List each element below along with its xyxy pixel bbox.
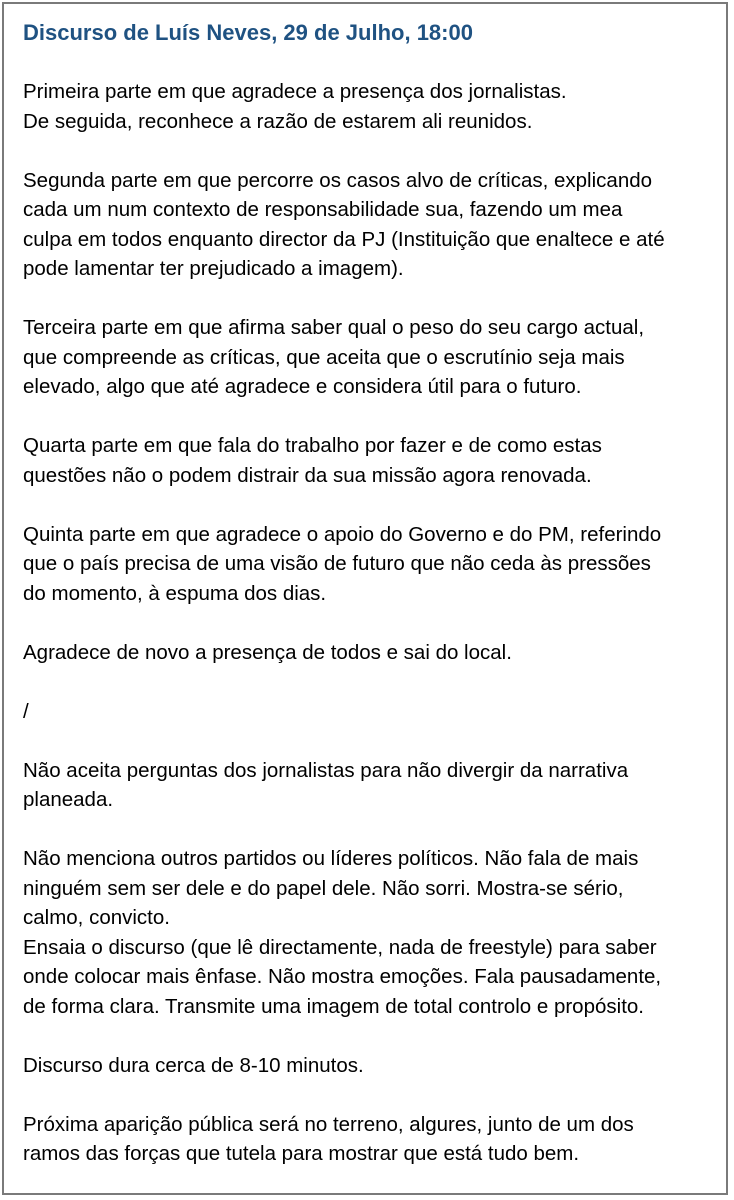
- text-line: Terceira parte em que afirma saber qual o peso do seu cargo actual,: [23, 316, 645, 339]
- spacer: [23, 490, 718, 520]
- section-divider: [23, 697, 718, 727]
- document-title: Discurso de Luís Neves, 29 de Julho, 18:00: [23, 20, 473, 45]
- text-line: Próxima aparição pública será no terreno, algures, junto de um dos: [23, 1112, 634, 1136]
- spacer: [23, 726, 718, 756]
- text-line: Agradece de novo a presença de todos e sai do local.: [23, 640, 512, 664]
- paragraph-10: [23, 1110, 718, 1169]
- text-line: cada um num contexto de responsabilidade sua, fazendo um mea: [23, 198, 623, 221]
- spacer: [23, 815, 718, 845]
- text-line: do momento, à espuma dos dias.: [23, 581, 327, 605]
- paragraph-6: [23, 638, 718, 668]
- spacer: [23, 1021, 718, 1051]
- text-line: Quinta parte em que agradece o apoio do Governo e do PM, referindo: [23, 522, 662, 546]
- paragraph-5: [23, 520, 718, 609]
- spacer: [23, 608, 718, 638]
- text-line: Não menciona outros partidos ou líderes políticos. Não fala de mais: [23, 847, 639, 870]
- text-line: pode lamentar ter prejudicado a imagem).: [23, 257, 404, 280]
- paragraph-1: [23, 77, 718, 136]
- text-line: calmo, convicto.: [23, 906, 170, 929]
- text-line: onde colocar mais ênfase. Não mostra emoções. Fala pausadamente,: [23, 965, 662, 988]
- text-line: Discurso dura cerca de 8-10 minutos.: [23, 1053, 364, 1077]
- text-line: elevado, algo que até agradece e considera útil para o futuro.: [23, 375, 582, 398]
- spacer: [23, 402, 718, 432]
- text-line: Quarta parte em que fala do trabalho por fazer e de como estas: [23, 434, 602, 457]
- text-line: questões não o podem distrair da sua missão agora renovada.: [23, 463, 592, 487]
- paragraph-3: [23, 313, 718, 402]
- text-line: de forma clara. Transmite uma imagem de total controlo e propósito.: [23, 994, 644, 1018]
- text-line: Primeira parte em que agradece a presença dos jornalistas.: [23, 80, 567, 103]
- text-line: culpa em todos enquanto director da PJ (Instituição que enaltece e até: [23, 227, 665, 251]
- text-line: planeada.: [23, 788, 114, 811]
- divider-slash: /: [23, 699, 29, 723]
- text-line: ramos das forças que tutela para mostrar que está tudo bem.: [23, 1142, 580, 1165]
- document-frame: [2, 2, 728, 1195]
- paragraph-4: [23, 431, 718, 490]
- text-line: Segunda parte em que percorre os casos alvo de críticas, explicando: [23, 168, 653, 192]
- paragraph-7: [23, 756, 718, 815]
- paragraph-9: [23, 1051, 718, 1081]
- spacer: [23, 48, 718, 78]
- text-line: que o país precisa de uma visão de futuro que não ceda às pressões: [23, 552, 651, 575]
- paragraph-8: [23, 844, 718, 1021]
- text-line: que compreende as críticas, que aceita que o escrutínio seja mais: [23, 345, 625, 369]
- text-line: Não aceita perguntas dos jornalistas para não divergir da narrativa: [23, 758, 629, 782]
- spacer: [23, 667, 718, 697]
- paragraph-2: [23, 166, 718, 284]
- spacer: [23, 136, 718, 166]
- text-line: ninguém sem ser dele e do papel dele. Não sorri. Mostra-se sério,: [23, 876, 624, 900]
- spacer: [23, 284, 718, 314]
- spacer: [23, 1080, 718, 1110]
- text-line: De seguida, reconhece a razão de estarem ali reunidos.: [23, 109, 533, 133]
- document-body: [23, 18, 718, 1169]
- text-line: Ensaia o discurso (que lê directamente, nada de freestyle) para saber: [23, 935, 657, 959]
